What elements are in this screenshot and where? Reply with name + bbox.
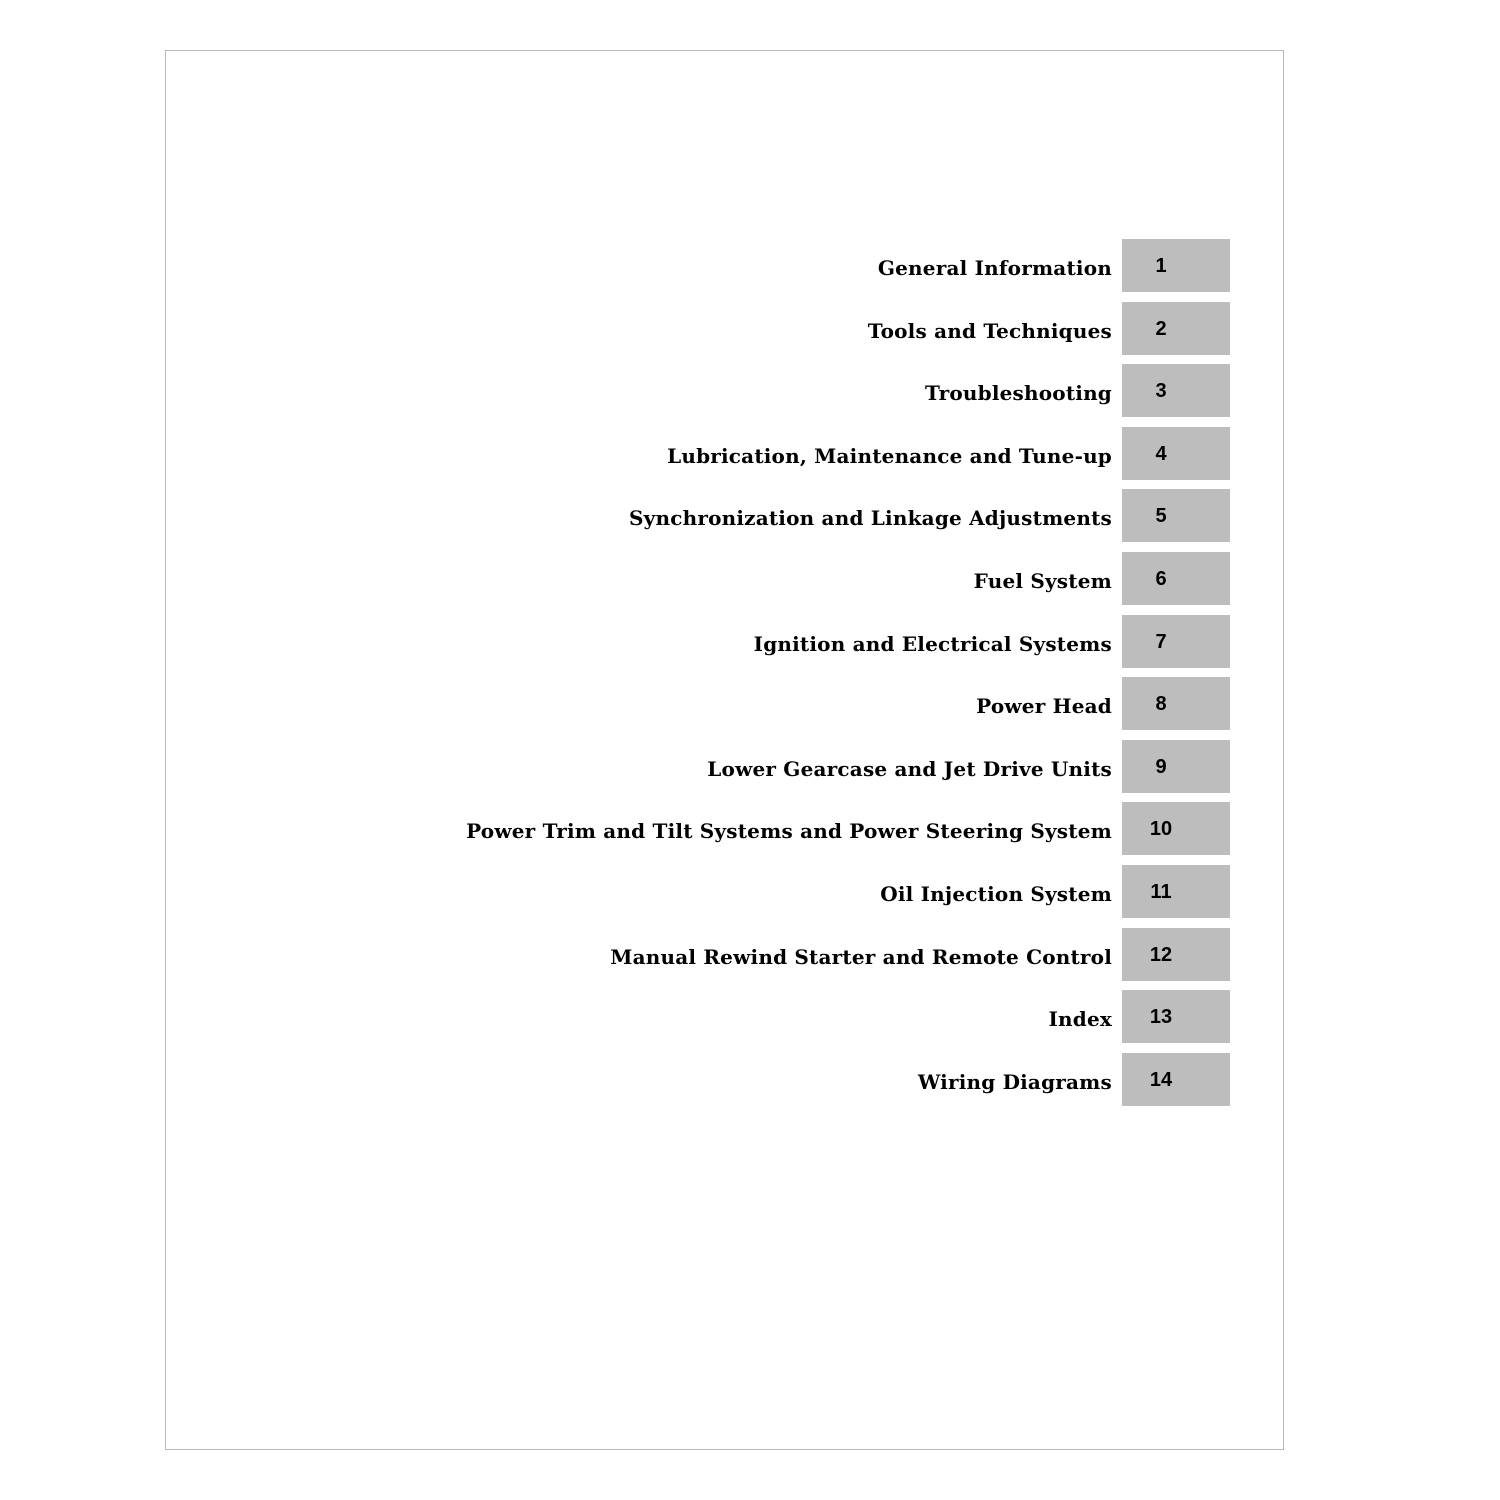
chapter-index — [166, 239, 1230, 1115]
chapter-title: Wiring Diagrams — [917, 1069, 1112, 1094]
chapter-tab[interactable] — [1122, 802, 1230, 855]
chapter-number: 7 — [1155, 630, 1167, 653]
chapter-row-7[interactable] — [166, 615, 1230, 668]
chapter-tab[interactable] — [1122, 1053, 1230, 1106]
chapter-row-6[interactable] — [166, 552, 1230, 605]
chapter-number: 12 — [1149, 943, 1173, 966]
chapter-tab[interactable] — [1122, 489, 1230, 542]
chapter-row-3[interactable] — [166, 364, 1230, 417]
chapter-tab[interactable] — [1122, 364, 1230, 417]
chapter-number: 8 — [1155, 693, 1167, 716]
chapter-title: Index — [1048, 1007, 1112, 1032]
chapter-tab[interactable] — [1122, 552, 1230, 605]
chapter-number: 5 — [1155, 505, 1167, 528]
chapter-row-2[interactable] — [166, 302, 1230, 355]
document-page — [165, 50, 1284, 1450]
chapter-row-1[interactable] — [166, 239, 1230, 292]
chapter-row-11[interactable] — [166, 865, 1230, 918]
chapter-number: 14 — [1149, 1068, 1173, 1091]
chapter-tab[interactable] — [1122, 427, 1230, 480]
chapter-row-4[interactable] — [166, 427, 1230, 480]
chapter-title: Troubleshooting — [925, 381, 1112, 406]
chapter-title: Oil Injection System — [880, 881, 1112, 906]
chapter-row-9[interactable] — [166, 740, 1230, 793]
chapter-title: Lower Gearcase and Jet Drive Units — [707, 756, 1112, 781]
chapter-tab[interactable] — [1122, 865, 1230, 918]
chapter-tab[interactable] — [1122, 990, 1230, 1043]
chapter-title: Synchronization and Linkage Adjustments — [629, 506, 1112, 531]
chapter-tab[interactable] — [1122, 740, 1230, 793]
chapter-tab[interactable] — [1122, 302, 1230, 355]
chapter-row-5[interactable] — [166, 489, 1230, 542]
chapter-title: Power Head — [976, 694, 1112, 719]
chapter-tab[interactable] — [1122, 677, 1230, 730]
chapter-number: 9 — [1155, 755, 1167, 778]
chapter-number: 1 — [1155, 255, 1167, 277]
chapter-title: General Information — [877, 256, 1112, 280]
chapter-title: Manual Rewind Starter and Remote Control — [610, 944, 1112, 969]
chapter-title: Tools and Techniques — [867, 318, 1112, 343]
chapter-number: 3 — [1155, 380, 1167, 403]
chapter-number: 10 — [1149, 818, 1173, 841]
chapter-row-14[interactable] — [166, 1053, 1230, 1106]
chapter-row-10[interactable] — [166, 802, 1230, 855]
chapter-row-8[interactable] — [166, 677, 1230, 730]
chapter-number: 2 — [1155, 317, 1167, 340]
chapter-number: 13 — [1149, 1006, 1173, 1029]
chapter-title: Ignition and Electrical Systems — [753, 631, 1112, 656]
chapter-row-13[interactable] — [166, 990, 1230, 1043]
chapter-title: Fuel System — [973, 568, 1112, 593]
chapter-row-12[interactable] — [166, 928, 1230, 981]
chapter-tab[interactable] — [1122, 239, 1230, 292]
chapter-number: 6 — [1155, 567, 1167, 590]
chapter-tab[interactable] — [1122, 615, 1230, 668]
chapter-title: Lubrication, Maintenance and Tune-up — [667, 443, 1112, 468]
chapter-tab[interactable] — [1122, 928, 1230, 981]
chapter-title: Power Trim and Tilt Systems and Power Steering System — [466, 819, 1112, 844]
chapter-number: 4 — [1155, 442, 1167, 465]
chapter-number: 11 — [1150, 880, 1172, 903]
